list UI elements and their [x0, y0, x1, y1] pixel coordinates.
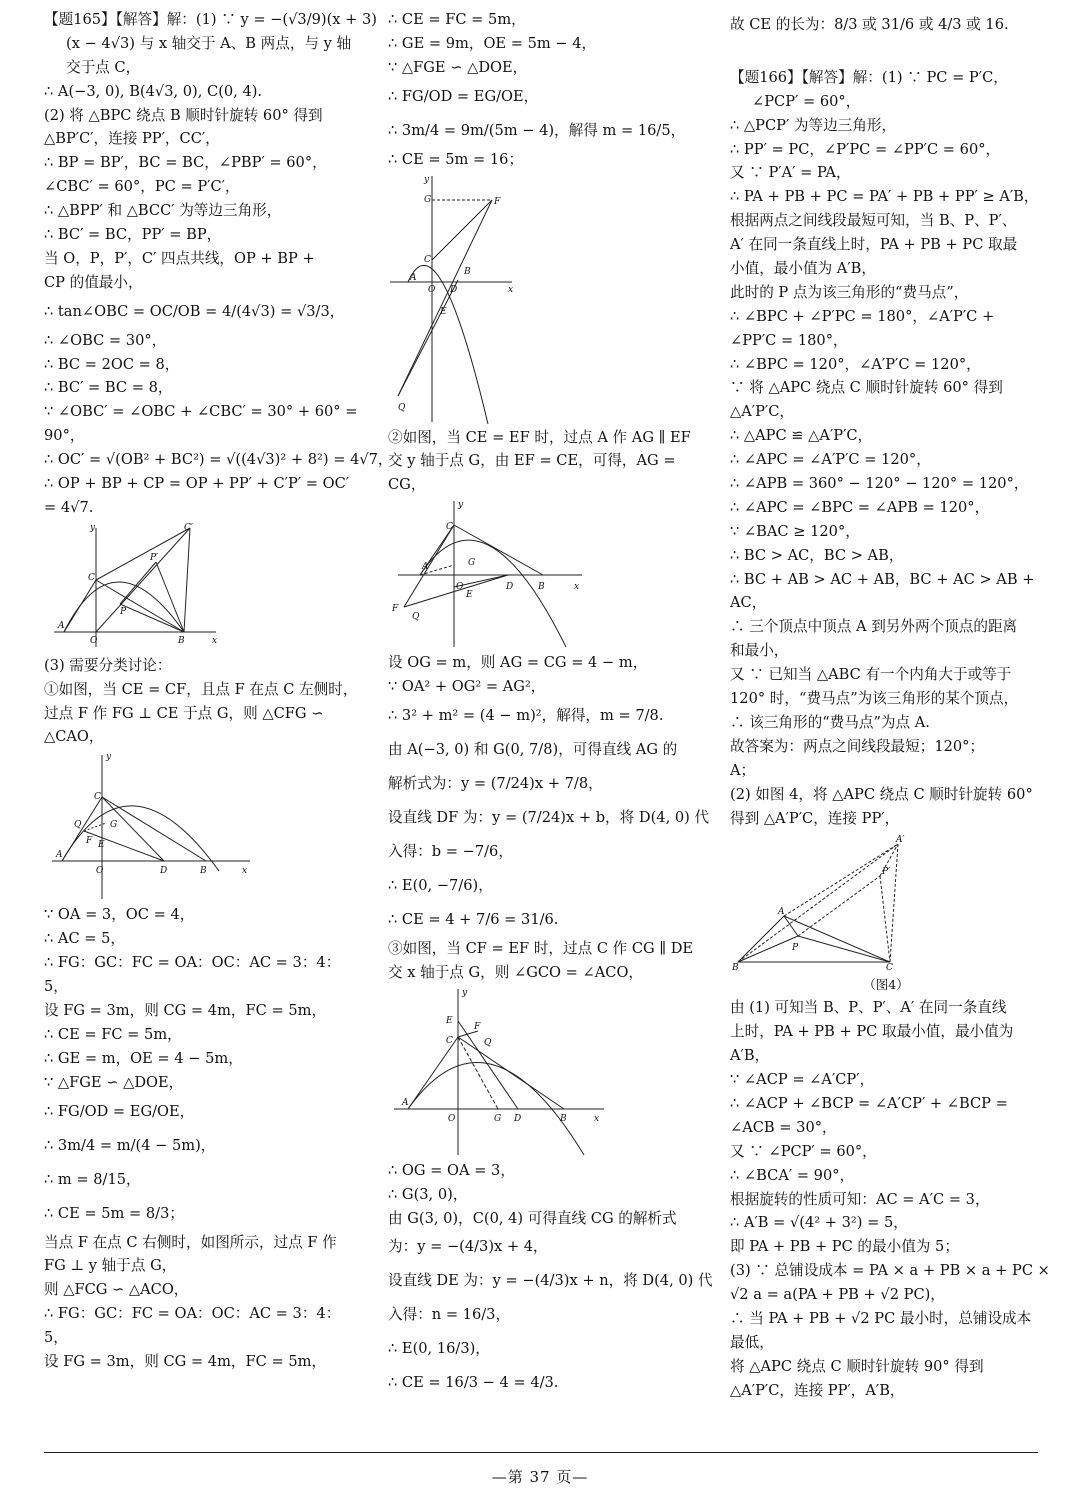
text-line: ∴ AC = 5， [44, 930, 126, 948]
text-line: ∴ CE = 5m = 16； [388, 150, 524, 168]
text-line: 即 PA + PB + PC 的最小值为 5； [730, 1238, 959, 1256]
text-line: ∴ BC + AB > AC + AB，BC + AC > AB + [730, 570, 1035, 588]
text-line: ∵ ∠ACP = ∠A′CP′， [730, 1071, 875, 1089]
text-line: ∴ ∠BPC = 120°，∠A′P′C = 120°， [730, 355, 981, 373]
text-line: ∴ PA + PB + PC = PA′ + PB + PP′ ≥ A′B， [730, 188, 1039, 206]
fig1-label: P [120, 606, 127, 617]
fig4-label: A [422, 562, 429, 573]
text-line: ∴ FG：GC：FC = OA：OC：AC = 3：4： [44, 954, 341, 972]
text-line: 设直线 DF 为：y = (7/24)x + b，将 D(4, 0) 代 [388, 809, 710, 827]
text-line: ∴ 3m/4 = 9m/(5m − 4)，解得 m = 16/5， [388, 121, 686, 139]
text-line: 5， [44, 1329, 68, 1347]
text-line: 为：y = −(4/3)x + 4， [388, 1238, 548, 1256]
text-line: (3) 需要分类讨论： [44, 656, 172, 674]
text-line: 当点 F 在点 C 右侧时，如图所示，过点 F 作 [44, 1233, 337, 1251]
fig1-label: C [88, 572, 95, 583]
text-line: ∴ OP + BP + CP = OP + PP′ + C′P′ = OC′ [44, 475, 350, 493]
fig4-label: F [392, 604, 399, 615]
fig5-label: x [594, 1113, 600, 1124]
text-line: ①如图，当 CE = CF，且点 F 在点 C 左侧时， [44, 680, 358, 698]
fig1-label: C′ [184, 522, 193, 533]
text-line: 入得：n = 16/3， [388, 1306, 511, 1324]
fig2-label: C [94, 792, 101, 803]
text-line: 设 OG = m，则 AG = CG = 4 − m， [388, 654, 648, 672]
text-line: √2 a = a(PA + PB + √2 PC)， [730, 1286, 945, 1304]
fig6-label: A [778, 907, 785, 918]
text-line: ∴ CE = 16/3 − 4 = 4/3. [388, 1374, 559, 1392]
text-line: ∴ ∠APC = ∠BPC = ∠APB = 120°， [730, 498, 990, 516]
text-line: A′B， [730, 1047, 770, 1065]
text-line: ∴ ∠OBC = 30°， [44, 331, 167, 349]
figure-166-fig4 [730, 832, 910, 972]
text-line: 将 △APC 绕点 C 顺时针旋转 90° 得到 [730, 1357, 984, 1375]
text-line: 【题165】【解答】解：(1) ∵ y = −(√3/9)(x + 3) [44, 11, 378, 28]
solution-165-part3-intro [44, 654, 356, 750]
text-line: 故答案为：两点之间线段最短；120°； [730, 737, 985, 755]
text-line: △A′P′C，连接 PP′，A′B， [730, 1381, 905, 1399]
text-line: ∴ ∠BPC + ∠P′PC = 180°，∠A′P′C + [730, 307, 995, 325]
fig2-label: B [200, 866, 207, 877]
text-line: 设直线 DE 为：y = −(4/3)x + n，将 D(4, 0) 代 [388, 1272, 713, 1290]
fig6-label: C [886, 963, 893, 974]
text-line: ∴ A′B = √(4² + 3²) = 5， [730, 1214, 908, 1232]
fig3-label: Q [398, 402, 406, 413]
text-line: ∴ 3m/4 = m/(4 − 5m)， [44, 1136, 216, 1154]
text-line: 5， [44, 978, 68, 996]
text-line: CG， [388, 476, 426, 494]
text-line: ∴ OC′ = √(OB² + BC²) = √((4√3)² + 8²) = 4√7， [44, 451, 393, 469]
text-line: ∴ CE = FC = 5m， [44, 1025, 182, 1043]
solution-165-case1-right [388, 8, 700, 172]
column-2 [388, 8, 713, 1400]
text-line: 交于点 C， [66, 58, 141, 76]
text-line: 上时，PA + PB + PC 取最小值，最小值为 [730, 1023, 1014, 1041]
text-line: 入得：b = −7/6， [388, 843, 513, 861]
text-line: 故 CE 的长为：8/3 或 31/6 或 4/3 或 16. [730, 16, 1009, 33]
fig1-label: y [90, 522, 96, 533]
text-line: ∴ △APC ≌ △A′P′C， [730, 427, 873, 445]
fig6-label: B [732, 963, 739, 974]
text-line: ∴ A(−3, 0), B(4√3, 0), C(0, 4). [44, 82, 263, 100]
text-line: ∵ ∠OBC′ = ∠OBC + ∠CBC′ = 30° + 60° = [44, 403, 358, 421]
text-line: 解析式为：y = (7/24)x + 7/8， [388, 775, 603, 793]
text-line: ∴ 三个顶点中顶点 A 到另外两个顶点的距离 [730, 618, 1018, 636]
text-line: (3) ∵ 总铺设成本 = PA × a + PB × a + PC × [730, 1262, 1050, 1280]
text-line: ∴ 当 PA + PB + √2 PC 最小时，总铺设成本 [730, 1309, 1032, 1327]
fig5-label: G [494, 1113, 502, 1124]
figure-4-caption: （图4） [863, 977, 909, 993]
fig2-label: D [160, 866, 168, 877]
figure-165-case1-right [388, 174, 528, 424]
text-line: (x − 4√3) 与 x 轴交于 A、B 两点，与 y 轴 [66, 34, 352, 52]
text-line [730, 42, 1042, 66]
fig4-label: E [466, 590, 473, 601]
text-line: 设 FG = 3m，则 CG = 4m，FC = 5m， [44, 1001, 327, 1019]
text-line: A′ 在同一条直线上时，PA + PB + PC 取最 [730, 236, 1018, 254]
fig2-label: x [242, 866, 248, 877]
solution-165-case2-intro [388, 426, 700, 498]
text-line: ∴ GE = 9m，OE = 5m − 4， [388, 34, 597, 52]
solution-165-case3-calc [388, 1159, 713, 1401]
solution-166-part2 [730, 996, 1050, 1402]
fig5-label: E [446, 1015, 453, 1026]
text-line: ③如图，当 CF = EF 时，过点 C 作 CG ∥ DE [388, 940, 694, 958]
text-line: ∠PP′C = 180°， [730, 331, 848, 349]
fig4-label: x [574, 582, 580, 593]
text-line: 则 △FCG ∽ △ACO， [44, 1281, 189, 1299]
figure-165-rotation [44, 522, 224, 652]
fig2-label: E [98, 840, 105, 851]
text-line: 又 ∵ ∠PCP′ = 60°， [730, 1142, 877, 1160]
text-line: ∠PCP′ = 60°， [752, 92, 861, 110]
fig2-label: F [86, 836, 93, 847]
solution-165-case1-calc [44, 903, 356, 1373]
fig2-label: A [56, 850, 63, 861]
fig1-label: x [212, 635, 218, 646]
text-line: 小值，最小值为 A′B， [730, 260, 876, 278]
fig4-label: Q [412, 612, 420, 623]
text-line: ∴ OG = OA = 3， [388, 1161, 515, 1179]
fig3-label: C [424, 254, 431, 265]
text-line: A； [730, 761, 756, 779]
fig2-label: O [96, 866, 104, 877]
text-line: ∴ BC′ = BC = 8， [44, 379, 173, 397]
fig4-label: O [456, 582, 464, 593]
footer-rule [44, 1452, 1038, 1453]
fig3-label: y [424, 174, 430, 185]
fig5-label: y [462, 987, 468, 998]
text-line: 此时的 P 点为该三角形的“费马点”， [730, 283, 969, 301]
fig6-label: P [792, 943, 799, 954]
text-line: ∵ OA = 3，OC = 4， [44, 906, 195, 924]
text-line: ∴ CE = 5m = 8/3； [44, 1204, 184, 1222]
fig3-label: A [410, 272, 417, 283]
text-line: = 4√7. [44, 498, 94, 516]
text-line: ∵ ∠BAC ≥ 120°， [730, 522, 860, 540]
fig3-label: E [440, 306, 447, 317]
text-line: 当 O，P，P′，C′ 四点共线，OP + BP + [44, 249, 315, 267]
text-line: 得到 △A′P′C，连接 PP′， [730, 809, 900, 827]
text-line: ∴ BC > AC，BC > AB， [730, 546, 904, 564]
text-line: 又 ∵ 已知当 △ABC 有一个内角大于或等于 [730, 666, 1012, 684]
page-number: —第 37 页— [491, 1468, 589, 1486]
fig5-label: B [560, 1113, 567, 1124]
fig4-label: B [538, 582, 545, 593]
fig5-label: A [402, 1097, 409, 1108]
text-line: 由 G(3, 0)，C(0, 4) 可得直线 CG 的解析式 [388, 1209, 677, 1227]
text-line: △A′P′C， [730, 403, 794, 421]
text-line: ∵ △FGE ∽ △DOE， [44, 1073, 184, 1091]
fig1-label: A [58, 620, 65, 631]
fig5-label: D [514, 1113, 522, 1124]
text-line: △BP′C′，连接 PP′，CC′， [44, 130, 220, 148]
text-line: (2) 如图 4，将 △APC 绕点 C 顺时针旋转 60° [730, 785, 1033, 803]
fig4-label: D [506, 582, 514, 593]
fig5-label: O [448, 1113, 456, 1124]
text-line: ∴ △BPP′ 和 △BCC′ 为等边三角形， [44, 202, 282, 220]
text-line: 由 (1) 可知当 B、P、P′、A′ 在同一条直线 [730, 999, 1007, 1017]
text-line: ∴ E(0, −7/6)， [388, 877, 493, 895]
text-line: ∠CBC′ = 60°，PC = P′C′， [44, 178, 240, 196]
column-3 [730, 8, 1050, 1403]
figure-165-case3 [388, 987, 608, 1157]
text-line: ∴ CE = 4 + 7/6 = 31/6. [388, 911, 559, 929]
text-line: FG ⊥ y 轴于点 G， [44, 1257, 177, 1275]
text-line: ∴ BP = BP′，BC = BC，∠PBP′ = 60°， [44, 154, 327, 172]
text-line: ∴ 3² + m² = (4 − m)²，解得，m = 7/8. [388, 707, 664, 725]
text-line: ∴ BC′ = BC，PP′ = BP， [44, 226, 222, 244]
text-line: 根据两点之间线段最短可知，当 B、P、P′、 [730, 212, 1017, 230]
fig5-label: C [446, 1035, 453, 1046]
text-line: ②如图，当 CE = EF 时，过点 A 作 AG ∥ EF [388, 428, 691, 446]
figure-165-case1-left [44, 751, 254, 901]
text-line: ∴ CE = FC = 5m， [388, 11, 526, 28]
column-1 [44, 8, 393, 1374]
text-line: 由 A(−3, 0) 和 G(0, 7/8)，可得直线 AG 的 [388, 741, 678, 759]
fig2-label: Q [74, 820, 82, 831]
fig3-label: x [508, 284, 514, 295]
text-line: 和最小， [730, 642, 789, 660]
fig3-label: B [464, 266, 471, 277]
text-line: 根据旋转的性质可知：AC = A′C = 3， [730, 1190, 990, 1208]
text-line: ∴ G(3, 0)， [388, 1185, 468, 1203]
text-line: ∴ FG/OD = EG/OE， [44, 1102, 195, 1120]
text-line: (2) 将 △BPC 绕点 B 顺时针旋转 60° 得到 [44, 106, 323, 124]
fig3-label: F [494, 196, 501, 207]
text-line: ∴ ∠APC = ∠A′P′C = 120°， [730, 451, 931, 469]
fig1-label: O [90, 635, 98, 646]
solution-165-case2-calc [388, 651, 710, 985]
fig5-label: Q [484, 1037, 492, 1048]
text-line: 120° 时，“费马点”为该三角形的某个顶点， [730, 690, 1019, 708]
text-line: ∵ △FGE ∽ △DOE， [388, 58, 528, 76]
text-line: ∴ tan∠OBC = OC/OB = 4/(4√3) = √3/3， [44, 302, 345, 320]
text-line: ∴ E(0, 16/3)， [388, 1340, 490, 1358]
text-line: ∵ 将 △APC 绕点 C 顺时针旋转 60° 得到 [730, 379, 1003, 397]
fig1-label: P′ [150, 552, 159, 563]
text-line: 【题166】【解答】解：(1) ∵ PC = P′C， [730, 68, 1008, 86]
figure-165-case2 [388, 499, 588, 649]
text-line: ∴ BC = 2OC = 8， [44, 355, 180, 373]
fig3-label: D [450, 284, 458, 295]
fig6-label: A′ [896, 835, 905, 846]
solution-166-part1 [730, 8, 1042, 830]
text-line: ∴ FG：GC：FC = OA：OC：AC = 3：4： [44, 1305, 341, 1323]
text-line: 交 x 轴于点 G，则 ∠GCO = ∠ACO， [388, 963, 644, 981]
text-line: ∴ ∠ACP + ∠BCP = ∠A′CP′ + ∠BCP = [730, 1094, 1008, 1112]
text-line: △CAO， [44, 728, 104, 746]
text-line: ∴ ∠APB = 360° − 120° − 120° = 120°， [730, 475, 1029, 493]
fig6-label: P′ [882, 867, 891, 878]
text-line: ∵ OA² + OG² = AG²， [388, 678, 546, 696]
text-line: 最低， [730, 1333, 774, 1351]
text-line: ∴ FG/OD = EG/OE， [388, 87, 539, 105]
fig4-label: y [458, 500, 464, 511]
text-line: ∴ PP′ = PC，∠P′PC = ∠PP′C = 60°， [730, 140, 1001, 158]
fig3-label: O [428, 284, 436, 295]
text-line: ∴ △PCP′ 为等边三角形， [730, 116, 897, 134]
fig5-label: F [474, 1021, 481, 1032]
text-line: 设 FG = 3m，则 CG = 4m，FC = 5m， [44, 1352, 327, 1370]
fig4-label: C [446, 522, 453, 533]
fig2-label: G [110, 820, 118, 831]
text-line: ∴ GE = m，OE = 4 − 5m， [44, 1049, 243, 1067]
solution-165-part1 [44, 8, 393, 520]
text-line: CP 的值最小， [44, 273, 143, 291]
text-line: 90°， [44, 427, 85, 445]
fig1-label: B [178, 635, 185, 646]
text-line: ∴ ∠BCA′ = 90°， [730, 1166, 855, 1184]
text-line: 又 ∵ P′A′ = PA， [730, 164, 851, 182]
fig4-label: G [468, 558, 476, 569]
text-line: 过点 F 作 FG ⊥ CE 于点 G，则 △CFG ∽ [44, 704, 324, 722]
text-line: AC， [730, 594, 767, 612]
text-line: ∴ 该三角形的“费马点”为点 A. [730, 713, 930, 731]
text-line: 交 y 轴于点 G，由 EF = CE，可得，AG = [388, 452, 676, 470]
text-line: ∴ m = 8/15， [44, 1170, 141, 1188]
fig2-label: y [106, 752, 112, 763]
fig3-label: G [424, 194, 432, 205]
text-line: ∠ACB = 30°， [730, 1118, 837, 1136]
